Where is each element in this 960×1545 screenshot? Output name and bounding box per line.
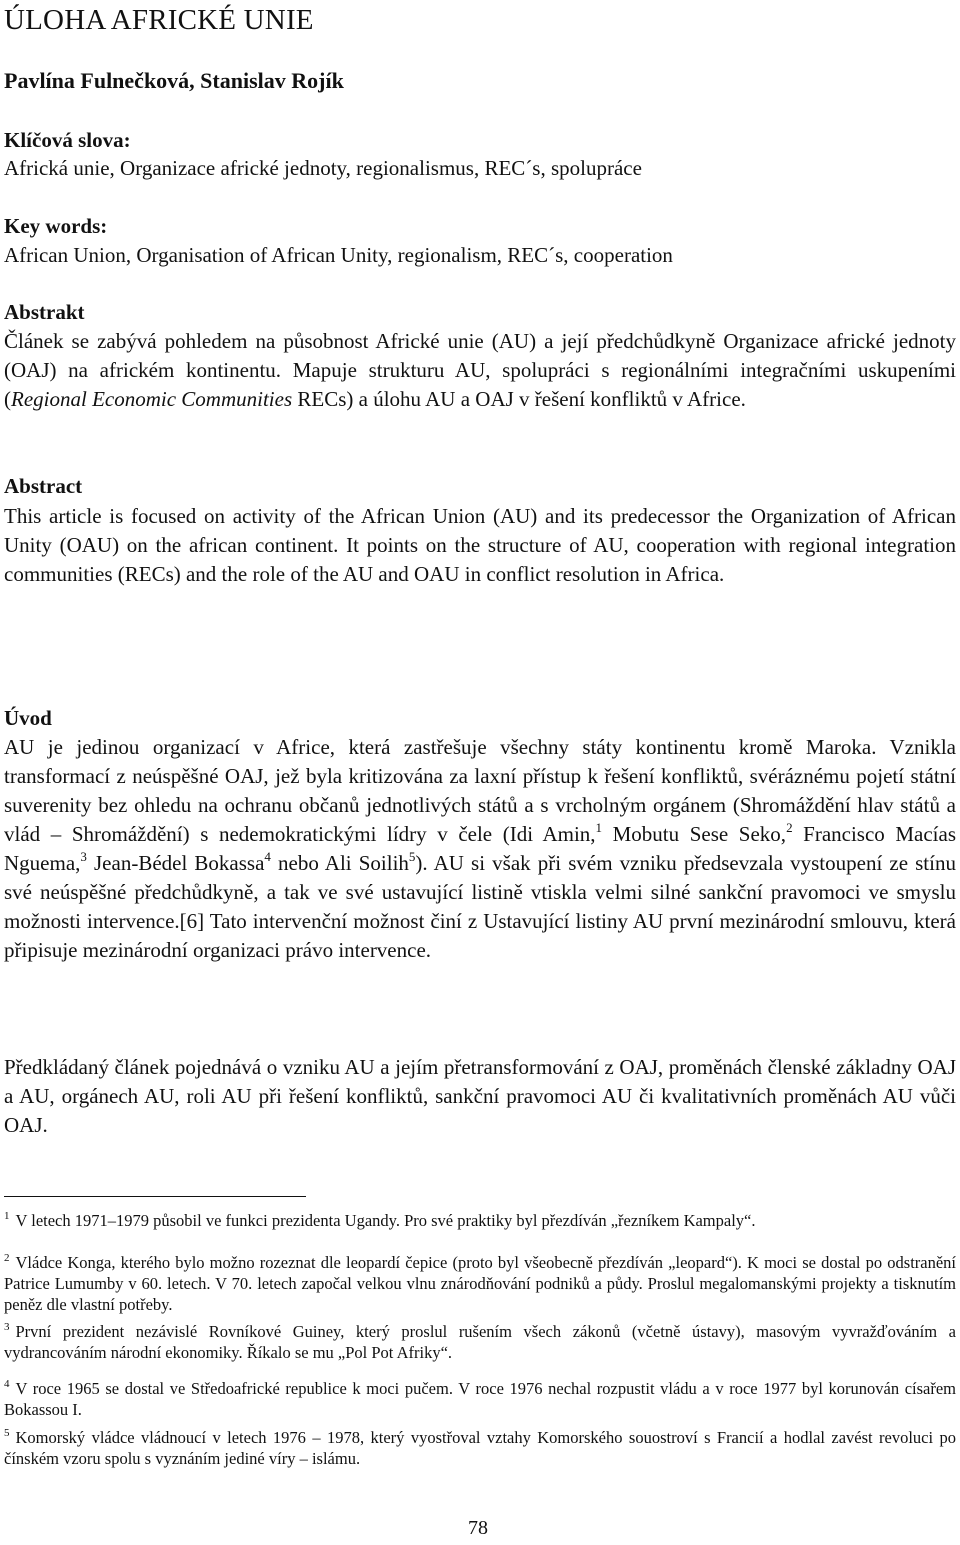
- uvod-heading: Úvod: [4, 706, 52, 730]
- keywords-cz-heading: Klíčová slova:: [4, 128, 131, 152]
- footnote-divider: [4, 1196, 306, 1197]
- footnote-4-text: V roce 1965 se dostal ve Středoafrické republice k moci pučem. V roce 1976 nechal rozpustit vládu a v roce 1977 byl korunován císařem Bokassou I.: [4, 1379, 956, 1419]
- abstrakt-text-b: RECs) a úlohu AU a OAJ v řešení konfliktů v Africe.: [292, 387, 746, 411]
- footnote-2-text: Vládce Konga, kterého bylo možno rozeznat dle leopardí čepice (proto byl všeobecně přezdíván „leopard“). K moci se dostal po odstranění Patrice Lumumby v 60. letech. V 70. letech započal velkou vlnu znárodňování podniků a půdy. Proslul megalomanskými projekty a tisknutím peněz dle vlastní potřeby.: [4, 1253, 956, 1314]
- abstrakt-text: [4, 327, 956, 414]
- uvod-paragraph-1: [4, 733, 956, 965]
- footnote-5-text: Komorský vládce vládnoucí v letech 1976 – 1978, který vyostřoval vztahy Komorského souostroví s Francií a hodlal zavést revoluci po čínském vzoru spolu s vyznáním jediné víry – islámu.: [4, 1428, 956, 1468]
- uvod-p1-e: nebo Ali Soilih: [270, 851, 409, 875]
- keywords-en-text: African Union, Organisation of African Unity, regionalism, REC´s, cooperation: [4, 243, 673, 267]
- abstract-heading: Abstract: [4, 474, 83, 498]
- paper-title: ÚLOHA AFRICKÉ UNIE: [4, 4, 314, 36]
- keywords-cz-text: Africká unie, Organizace africké jednoty, regionalismus, REC´s, spolupráce: [4, 156, 642, 180]
- footnote-ref-3[interactable]: 3: [80, 849, 87, 864]
- footnote-ref-1[interactable]: 1: [595, 820, 603, 835]
- abstrakt-heading: Abstrakt: [4, 300, 85, 324]
- footnote-3-number: 3: [4, 1321, 10, 1333]
- uvod-p1-c: Francisco Macías Nguema,: [4, 822, 957, 875]
- footnote-2: [4, 1252, 956, 1315]
- uvod-paragraph-2: Předkládaný článek pojednává o vzniku AU a jejím přetransformování z OAJ, proměnách členské základny OAJ a AU, orgánech AU, roli AU při řešení konfliktů, sankční pravomoci AU či kvalitativních proměnách AU vůči OAJ.: [4, 1055, 956, 1137]
- abstract-text: This article is focused on activity of the African Union (AU) and its predecessor the Organization of African Unity (OAU) on the african continent. It points on the structure of AU, cooperation with regional integration communities (RECs) and the role of the AU and OAU in conflict resolution in Africa.: [4, 504, 956, 586]
- footnote-4: [4, 1378, 956, 1420]
- footnote-1-number: 1: [4, 1210, 10, 1222]
- footnote-4-number: 4: [4, 1378, 10, 1390]
- footnote-3: [4, 1321, 956, 1363]
- uvod-p1-f: ). AU si však při svém vzniku předsevzala vystoupení ze stínu své neúspěšné předchůdkyně, a tak ve své ustavující listině vtiskla velmi silné sankční pravomoci ve smyslu možnosti intervence.[6] Tato intervenční možnost činí z Ustavující listiny AU první mezinárodní smlouvu, která připisuje mezinárodní organizaci právo intervence.: [4, 851, 956, 962]
- page-number: 78: [468, 1517, 488, 1539]
- abstrakt-italic: Regional Economic Communities: [11, 387, 293, 411]
- footnote-1-text: V letech 1971–1979 působil ve funkci prezidenta Ugandy. Pro své praktiky byl přezdíván „řezníkem Kampaly“.: [15, 1211, 756, 1230]
- uvod-p1-d: Jean-Bédel Bokassa: [86, 851, 265, 875]
- abstrakt-text-a: Článek se zabývá pohledem na působnost Africké unie (AU) a její předchůdkyně Organizace africké jednoty (OAJ) na africkém kontinentu. Mapuje strukturu AU, spolupráci s regionálními integračními uskupeními (: [4, 329, 956, 411]
- footnote-ref-5[interactable]: 5: [408, 849, 416, 864]
- uvod-p1-b: Mobutu Sese Seko,: [602, 822, 787, 846]
- footnote-3-text: První prezident nezávislé Rovníkové Guiney, který proslul rušením všech zákonů (včetně ústavy), masovým vyvražďováním a vydrancováním národní ekonomiky. Říkalo se mu „Pol Pot Afriky“.: [4, 1322, 956, 1362]
- footnote-2-number: 2: [4, 1252, 10, 1264]
- footnote-ref-4[interactable]: 4: [264, 849, 271, 864]
- footnote-1: [4, 1210, 956, 1231]
- keywords-en-heading: Key words:: [4, 214, 108, 238]
- footnote-5-number: 5: [4, 1427, 10, 1439]
- uvod-p1-a: AU je jedinou organizací v Africe, která zastřešuje všechny státy kontinentu kromě Maroka. Vznikla transformací z neúspěšné OAJ, jež byla kritizována za laxní přístup k řešení konfliktů, svéráznému pojetí státní suverenity bez ohledu na ochranu občanů jednotlivých států a s vrcholným orgánem (Shromáždění hlav států a vlád – Shromáždění) s nedemokratickými lídry v čele (Idi Amin,: [4, 735, 956, 846]
- paper-authors: Pavlína Fulnečková, Stanislav Rojík: [4, 68, 344, 93]
- footnote-ref-2[interactable]: 2: [786, 820, 793, 835]
- footnote-5: [4, 1427, 956, 1469]
